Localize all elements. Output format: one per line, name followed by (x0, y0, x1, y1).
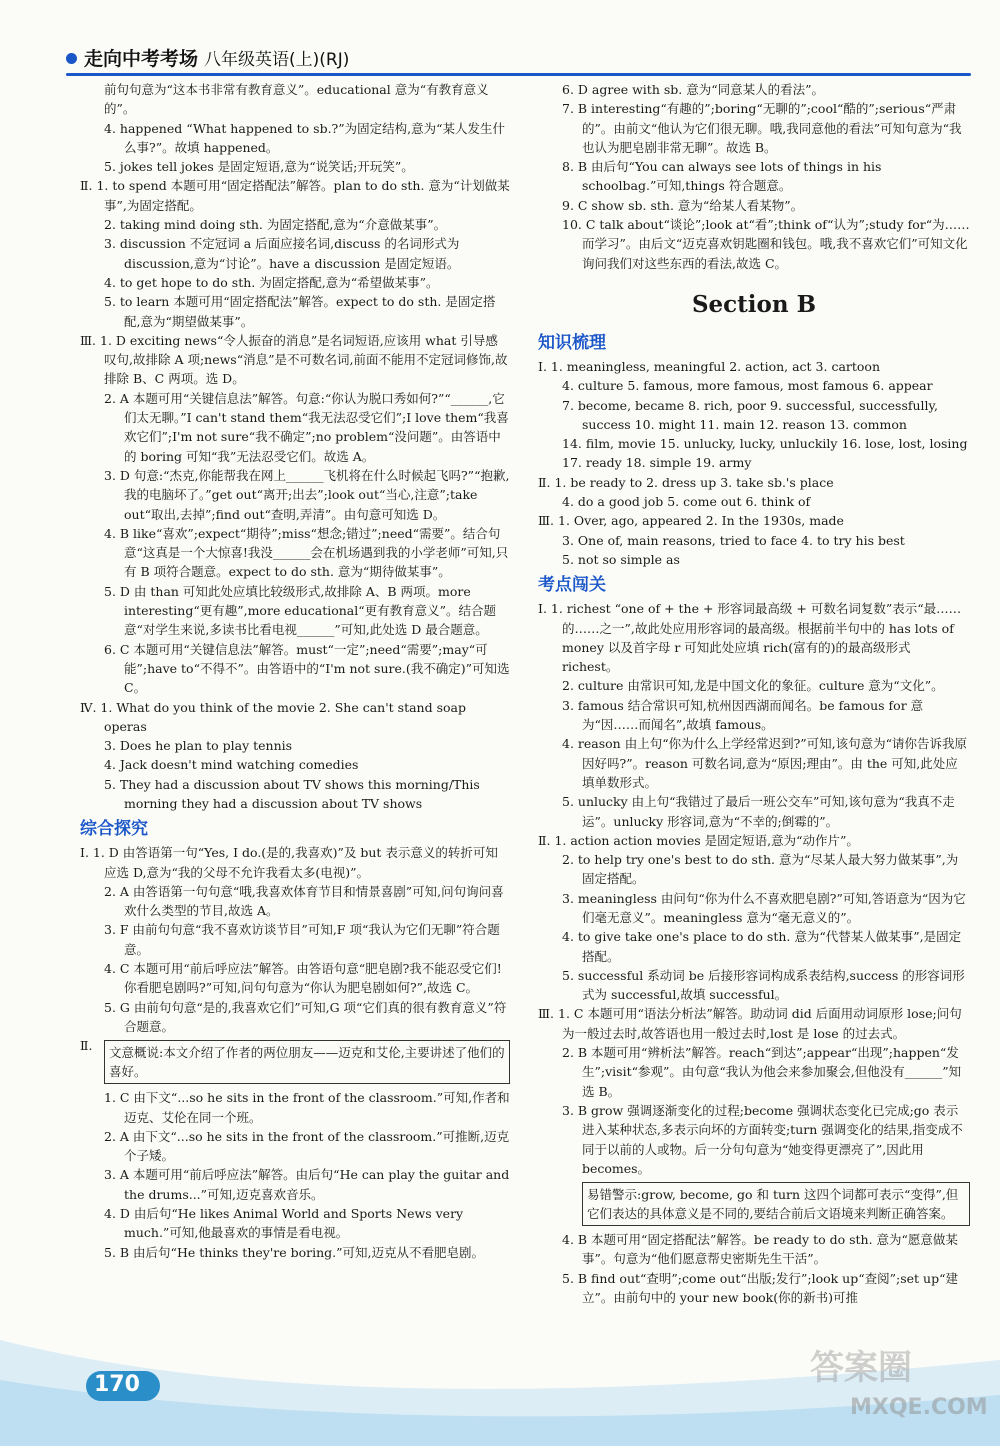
section-heading: 综合探究 (80, 819, 148, 840)
answer-line: 14. film, movie 15. unlucky, lucky, unluckily 16. lose, lost, losing (562, 436, 968, 452)
answer-line: 4. B 本题可用“固定搭配法”解答。be ready to do sth. 意为“愿意做某事”。句意为“他们愿意帮史密斯先生干活”。 (562, 1232, 958, 1267)
answer-line: 4. Jack doesn't mind watching comedies (104, 757, 359, 773)
answer-line: Ⅰ. 1. meaningless, meaningful 2. action, act 3. cartoon (538, 358, 881, 374)
watermark-logo: 答案圈 (810, 1348, 912, 1388)
answer-line: 前句句意为“这本书非常有教育意义”。educational 意为“有教育意义的”。 (104, 82, 489, 117)
section-heading: 考点闯关 (538, 575, 606, 596)
answer-line: 5. not so simple as (562, 551, 680, 567)
summary-block (80, 1036, 510, 1088)
book-subtitle: 八年级英语(上)(RJ) (204, 50, 350, 70)
answer-line: 4. culture 5. famous, more famous, most famous 6. appear (562, 378, 933, 394)
answer-line: 6. D agree with sb. 意为“同意某人的看法”。 (562, 82, 824, 97)
answer-line: Ⅰ. 1. richest “one of + the + 形容词最高级 + 可数名词复数”表示“最……的……之一”,故此处应用形容词的最高级。根据前半句中的 has lots of money 以及首字母 r 可知此处应填 rich(富有的)的最高级形式 richest。 (538, 601, 962, 675)
answer-line: 4. B like“喜欢”;expect“期待”;miss“想念;错过”;need“需要”。结合句意“这真是一个大惊喜!我没______会在机场遇到我的小学老师”可知,只有 B 项符合题意。expect to do sth. 意为“期待做某事”。 (104, 525, 509, 580)
answer-line: 3. A 本题可用“前后呼应法”解答。由后句“He can play the guitar and the drums...”可知,迈克喜欢音乐。 (104, 1167, 510, 1202)
answer-line: 3. B grow 强调逐渐变化的过程;become 强调状态变化已完成;go 表示进入某种状态,多表示向坏的方面转变;turn 强调变化的结果,指变成不同于以前的人或物。后一分句句意为“她变得更漂亮了”,因此用 becomes。 (562, 1102, 963, 1176)
summary-box: 文意概说:本文介绍了作者的两位朋友——迈克和艾伦,主要讲述了他们的喜好。 (104, 1040, 510, 1084)
answer-line: 5. They had a discussion about TV shows this morning/This morning they had a discussion about TV shows (104, 776, 480, 811)
answer-line: 3. D 句意:“杰克,你能帮我在网上______飞机将在什么时候起飞吗?”“抱歉,我的电脑坏了。”get out“离开;出去”;look out“当心,注意”;take out“取出,去掉”;find out“查明,弄清”。由句意可知选 D。 (104, 467, 510, 522)
answer-line: 2. to help try one's best to do sth. 意为“尽某人最大努力做某事”,为固定搭配。 (562, 852, 959, 887)
answer-line: 4. D 由后句“He likes Animal World and Sports News very much.”可知,他最喜欢的事情是看电视。 (104, 1206, 464, 1241)
answer-line: Ⅳ. 1. What do you think of the movie 2. She can't stand soap operas (80, 699, 466, 734)
answer-line: 9. C show sb. sth. 意为“给某人看某物”。 (562, 197, 804, 213)
answer-line: 5. successful 系动词 be 后接形容词构成系表结构,success 的形容词形式为 successful,故填 successful。 (562, 967, 965, 1003)
answer-line: Ⅱ. 1. to spend 本题可用“固定搭配法”解答。plan to do sth. 意为“计划做某事”,为固定搭配。 (80, 178, 510, 213)
answer-line: 4. to give take one's place to do sth. 意为“代替某人做某事”,是固定搭配。 (562, 929, 962, 964)
answer-line: Ⅲ. 1. Over, ago, appeared 2. In the 1930s, made (538, 513, 844, 529)
answer-line: 7. B interesting“有趣的”;boring“无聊的”;cool“酷的”;serious“严肃的”。由前文“他认为它们很无聊。哦,我同意他的看法”可知句意为“我也认为肥皂剧非常无聊”。故选 B。 (562, 101, 962, 155)
right-column (538, 80, 970, 1307)
answer-line: 5. G 由前句句意“是的,我喜欢它们”可知,G 项“它们真的很有教育意义”符合题意。 (104, 999, 507, 1034)
answer-line: Ⅰ. 1. D 由答语第一句“Yes, I do.(是的,我喜欢)”及 but 表示意义的转折可知应选 D,意为“我的父母不允许我看太多(电视)”。 (80, 845, 498, 880)
answer-line: 8. B 由后句“You can always see lots of things in his schoolbag.”可知,things 符合题意。 (562, 159, 882, 194)
answer-line: Ⅲ. 1. D exciting news“令人振奋的消息”是名词短语,应该用 what 引导感叹句,故排除 A 项;news“消息”是不可数名词,前面不能用不定冠词修饰,故排除 B、C 两项。选 D。 (80, 332, 508, 387)
answer-line: 2. B 本题可用“辨析法”解答。reach“到达”;appear“出现”;happen“发生”;visit“参观”。由句意“我认为他会来参加聚会,但他没有______”知选 B。 (562, 1045, 962, 1099)
answer-line: 3. discussion 不定冠词 a 后面应接名词,discuss 的名词形式为 discussion,意为“讨论”。have a discussion 是固定短语。 (104, 236, 460, 271)
answer-line: 3. meaningless 由问句“你为什么不喜欢肥皂剧?”可知,答语意为“因为它们毫无意义”。meaningless 意为“毫无意义的”。 (562, 890, 966, 925)
answer-line: Ⅱ. 1. action action movies 是固定短语,意为“动作片”。 (538, 832, 859, 848)
header-bullet-icon (66, 53, 77, 64)
answer-line: 3. Does he plan to play tennis (104, 738, 293, 754)
answer-line: 5. unlucky 由上句“我错过了最后一班公交车”可知,该句意为“我真不走运”。unlucky 形容词,意为“不幸的;倒霉的”。 (562, 794, 955, 829)
watermark-url: MXQE.COM (850, 1395, 988, 1420)
answer-line: 3. famous 结合常识可知,杭州因西湖而闻名。be famous for 意为“因……而闻名”,故填 famous。 (562, 697, 924, 733)
answer-line: 17. ready 18. simple 19. army (562, 455, 752, 471)
answer-line: 2. A 由答语第一句句意“哦,我喜欢体育节目和情景喜剧”可知,问句询问喜欢什么类型的节目,故选 A。 (104, 883, 504, 919)
answer-line: 1. C 由下文“...so he sits in the front of the classroom.”可知,作者和迈克、艾伦在同一个班。 (104, 1090, 510, 1125)
page-header (0, 0, 1000, 80)
answer-line: 4. happened “What happened to sb.?”为固定结构,意为“某人发生什么事?”。故填 happened。 (104, 120, 506, 155)
part-number: Ⅱ. (80, 1038, 93, 1054)
answer-line: Ⅲ. 1. C 本题可用“语法分析法”解答。助动词 did 后面用动词原形 lose;问句为一般过去时,故答语也用一般过去时,lost 是 lose 的过去式。 (538, 1006, 962, 1041)
section-heading: 知识梳理 (538, 332, 606, 353)
answer-line: 7. become, became 8. rich, poor 9. successful, successfully, success 10. might 11. main 12. reason 13. common (562, 397, 938, 432)
answer-line: 4. do a good job 5. come out 6. think of (562, 494, 811, 510)
answer-line: 2. A 由下文“...so he sits in the front of the classroom.”可推断,迈克个子矮。 (104, 1128, 510, 1164)
answer-line: 4. to get hope to do sth. 为固定搭配,意为“希望做某事”。 (104, 274, 439, 290)
answer-line: 4. C 本题可用“前后呼应法”解答。由答语句意“肥皂剧?我不能忍受它们!你看肥皂剧吗?”可知,问句句意为“你认为肥皂剧如何?”,故选 C。 (104, 961, 502, 996)
section-title: Section B (691, 290, 817, 318)
answer-line: 5. jokes tell jokes 是固定短语,意为“说笑话;开玩笑”。 (104, 159, 414, 175)
answer-line: 5. to learn 本题可用“固定搭配法”解答。expect to do sth. 是固定搭配,意为“期望做某事”。 (104, 294, 496, 329)
answer-line: 2. culture 由常识可知,龙是中国文化的象征。culture 意为“文化”。 (562, 678, 944, 694)
left-column (80, 80, 510, 1262)
answer-line: 2. A 本题可用“关键信息法”解答。句意:“你认为脱口秀如何?”“______,它们太无聊。”I can't stand them“我无法忍受它们”;I love them“我喜欢它们”;I'm not sure“我不确定”;no problem“没问题”。由答语中的 boring 可知“我”无法忍受它们。故选 A。 (104, 390, 509, 464)
answer-line: Ⅱ. 1. be ready to 2. dress up 3. take sb.'s place (538, 474, 834, 490)
answer-line: 6. C 本题可用“关键信息法”解答。must“一定”;need“需要”;may“可能”;have to“不得不”。由答语中的“I'm not sure.(我不确定)”可知选 C。 (104, 641, 510, 696)
answer-line: 4. reason 由上句“你为什么上学经常迟到?”可知,该句意为“请你告诉我原因好吗?”。reason 可数名词,意为“原因;理由”。由 the 可知,此处应填单数形式。 (562, 736, 968, 790)
answer-line: 2. taking mind doing sth. 为固定搭配,意为“介意做某事”。 (104, 217, 447, 233)
answer-line: 10. C talk about“谈论”;look at“看”;think of“认为”;study for“为……而学习”。由后文“迈克喜欢钥匙圈和钱包。哦,我不喜欢它们”可知文化询问我们对这些东西的看法,故选 C。 (562, 217, 970, 271)
book-title: 走向中考考场 八年级英语(上)(RJ) (84, 48, 350, 70)
header-rule (66, 73, 971, 76)
page-number: 170 (94, 1372, 140, 1397)
answer-line: 3. One of, main reasons, tried to face 4. to try his best (562, 532, 905, 548)
warning-box: 易错警示:grow, become, go 和 turn 这四个词都可表示“变得”,但它们表达的具体意义是不同的,要结合前后文语境来判断正确答案。 (582, 1182, 970, 1226)
answer-line: 5. B 由后句“He thinks they're boring.”可知,迈克从不看肥皂剧。 (104, 1244, 485, 1260)
answer-line: 5. B find out“查明”;come out“出版;发行”;look up“查阅”;set up“建立”。由前句中的 your new book(你的新书)可推 (562, 1270, 958, 1306)
answer-line: 5. D 由 than 可知此处应填比较级形式,故排除 A、B 两项。more interesting“更有趣”,more educational“更有教育意义”。结合题意“对学生来说,多读书比看电视______”可知,此处选 D 最合题意。 (104, 583, 497, 638)
answer-line: 3. F 由前句句意“我不喜欢访谈节目”可知,F 项“我认为它们无聊”符合题意。 (104, 922, 500, 957)
